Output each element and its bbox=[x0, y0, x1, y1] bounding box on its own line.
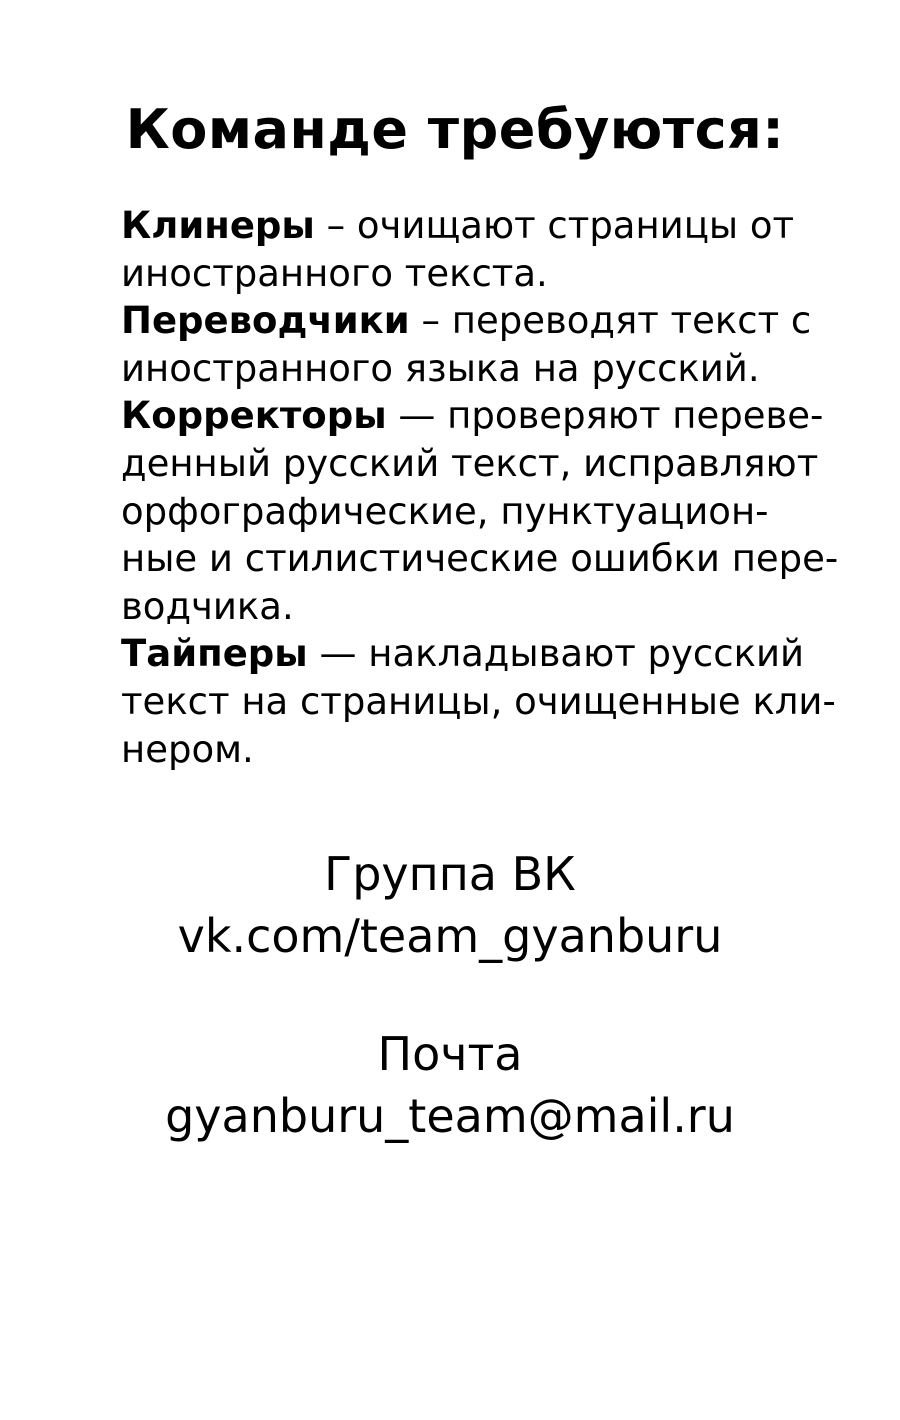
role-cleaners bbox=[121, 202, 811, 297]
role-description: денный русский текст, исправляют bbox=[121, 441, 819, 485]
vk-group-contact bbox=[0, 843, 900, 967]
role-translators bbox=[121, 297, 811, 392]
role-first-line bbox=[121, 392, 824, 440]
role-proofreaders bbox=[121, 392, 839, 630]
role-name: Корректоры bbox=[121, 394, 387, 438]
role-name: Переводчики bbox=[121, 299, 410, 343]
role-first-line bbox=[121, 202, 811, 250]
email-label: Почта bbox=[377, 1027, 523, 1081]
roles-list bbox=[121, 202, 839, 773]
role-description: орфографические, пунктуацион- bbox=[121, 489, 769, 533]
role-description: водчика. bbox=[121, 584, 294, 628]
role-description: текст на страницы, очищенные кли- bbox=[121, 679, 836, 723]
role-description: иностранного языка на русский. bbox=[121, 346, 760, 390]
email-contact bbox=[0, 1023, 900, 1147]
role-first-line bbox=[121, 630, 811, 678]
role-description: – очищают страницы от bbox=[314, 204, 795, 247]
vk-group-link: vk.com/team_gyanburu bbox=[177, 909, 723, 963]
role-name: Клинеры bbox=[121, 204, 315, 247]
vk-group-label: Группа ВК bbox=[324, 847, 576, 901]
role-description: иностранного текста. bbox=[121, 251, 548, 295]
role-name: Тайперы bbox=[121, 632, 308, 676]
role-description: ные и стилистические ошибки пере- bbox=[121, 537, 839, 581]
email-address: gyanburu_team@mail.ru bbox=[165, 1089, 735, 1143]
role-description: нером. bbox=[121, 727, 254, 771]
role-description: – переводят текст с bbox=[409, 299, 812, 343]
role-description: — накладывают русский bbox=[307, 632, 805, 676]
role-typers bbox=[121, 630, 836, 773]
role-description: — проверяют переве- bbox=[386, 394, 824, 438]
page-title: Команде требуются: bbox=[125, 98, 785, 161]
role-first-line bbox=[121, 297, 811, 345]
